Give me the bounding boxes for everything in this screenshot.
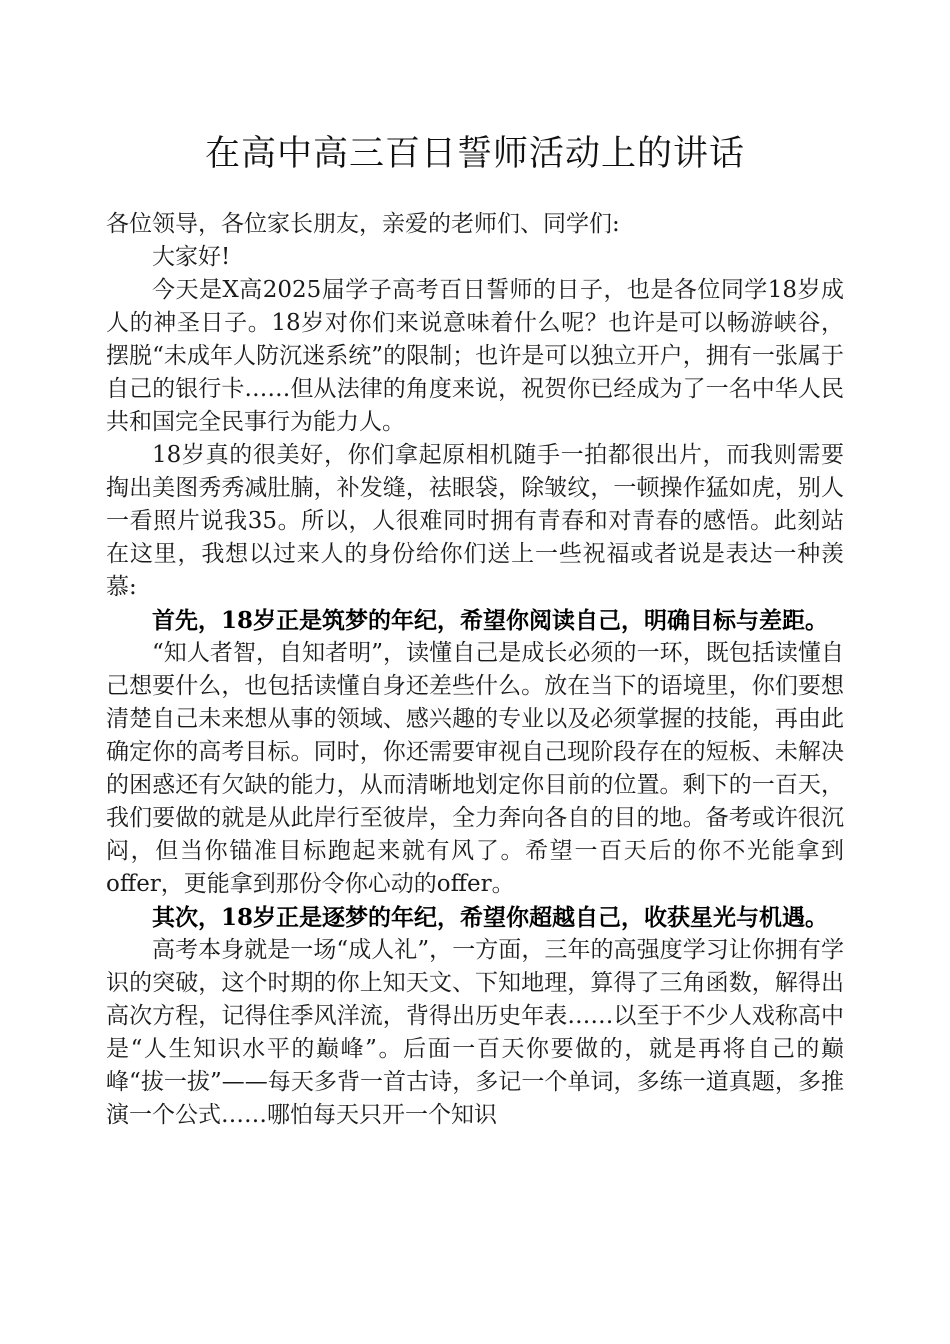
section-heading: 其次，18岁正是逐梦的年纪，希望你超越自己，收获星光与机遇。 (152, 904, 829, 931)
section-heading: 首先，18岁正是筑梦的年纪，希望你阅读自己，明确目标与差距。 (152, 607, 829, 634)
body-paragraph: 今天是X高2025届学子高考百日誓师的日子，也是各位同学18岁成人的神圣日子。18岁对你们来说意味着什么呢？也许是可以畅游峡谷，摆脱“未成年人防沉迷系统”的限制；也许是可以独立开户，拥有一张属于自己的银行卡……但从法律的角度来说，祝贺你已经成为了一名中华人民共和国完全民事行为能力人。 (106, 277, 844, 435)
body-paragraph: “知人者智，自知者明”，读懂自己是成长必须的一环，既包括读懂自己想要什么，也包括读懂自身还差些什么。放在当下的语境里，你们要想清楚自己未来想从事的领域、感兴趣的专业以及必须掌握的技能，再由此确定你的高考目标。同时，你还需要审视自己现阶段存在的短板、未解决的困惑还有欠缺的能力，从而清晰地划定你目前的位置。剩下的一百天，我们要做的就是从此岸行至彼岸，全力奔向各自的目的地。备考或许很沉闷，但当你锚准目标跑起来就有风了。希望一百天后的你不光能拿到offer，更能拿到那份令你心动的offer。 (106, 640, 844, 897)
document-body (106, 208, 844, 1132)
salutation-paragraph: 各位领导，各位家长朋友，亲爱的老师们、同学们: (106, 211, 620, 237)
greeting-paragraph: 大家好! (152, 244, 231, 270)
document-title: 在高中高三百日誓师活动上的讲话 (204, 134, 745, 174)
body-paragraph: 18岁真的很美好，你们拿起原相机随手一拍都很出片，而我则需要掏出美图秀秀减肚腩，补发缝，祛眼袋，除皱纹，一顿操作猛如虎，别人一看照片说我35。所以，人很难同时拥有青春和对青春的感悟。此刻站在这里，我想以过来人的身份给你们送上一些祝福或者说是表达一种羡慕: (106, 442, 844, 600)
body-paragraph: 高考本身就是一场“成人礼”，一方面，三年的高强度学习让你拥有学识的突破，这个时期的你上知天文、下知地理，算得了三角函数，解得出高次方程，记得住季风洋流，背得出历史年表……以至于不少人戏称高中是“人生知识水平的巅峰”。后面一百天你要做的，就是再将自己的巅峰“拔一拔”——每天多背一首古诗，多记一个单词，多练一道真题，多推演一个公式……哪怕每天只开一个知识 (106, 937, 844, 1128)
